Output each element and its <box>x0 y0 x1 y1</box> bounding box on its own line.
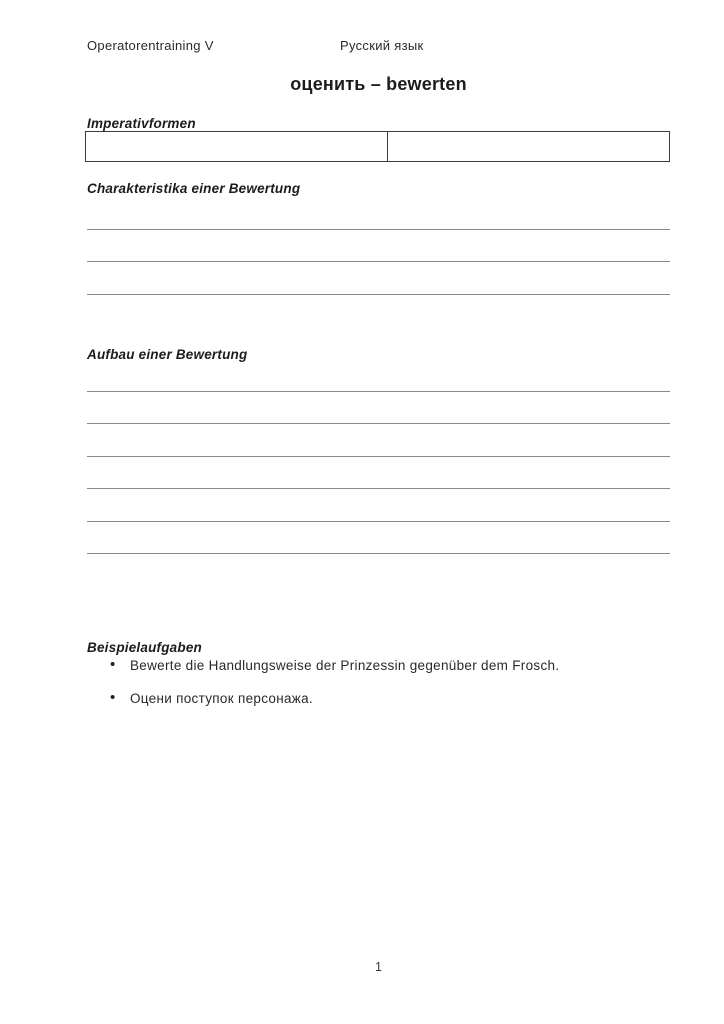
writing-line <box>87 294 670 295</box>
example-task-item: • Оцени поступок персонажа. <box>87 691 670 706</box>
writing-line <box>87 521 670 522</box>
header-left-text: Operatorentraining V <box>87 38 214 53</box>
writing-line <box>87 456 670 457</box>
writing-line <box>87 391 670 392</box>
table-cell-left <box>86 132 388 161</box>
example-task-item: • Bewerte die Handlungsweise der Prinzessin gegenüber dem Frosch. <box>87 658 670 673</box>
writing-line <box>87 229 670 230</box>
section-heading-imperativformen: Imperativformen <box>87 116 196 131</box>
writing-line <box>87 423 670 424</box>
writing-line <box>87 553 670 554</box>
page-title: оценить – bewerten <box>290 74 467 94</box>
imperativ-table <box>85 131 670 162</box>
page-number: 1 <box>375 960 382 974</box>
section-heading-charakteristika: Charakteristika einer Bewertung <box>87 181 301 196</box>
section-heading-aufbau: Aufbau einer Bewertung <box>87 347 248 362</box>
header-center-text: Русский язык <box>340 38 424 53</box>
section-heading-beispielaufgaben: Beispielaufgaben <box>87 640 202 655</box>
writing-line <box>87 261 670 262</box>
table-cell-right <box>388 132 669 161</box>
writing-line <box>87 488 670 489</box>
example-task-list <box>87 658 670 724</box>
